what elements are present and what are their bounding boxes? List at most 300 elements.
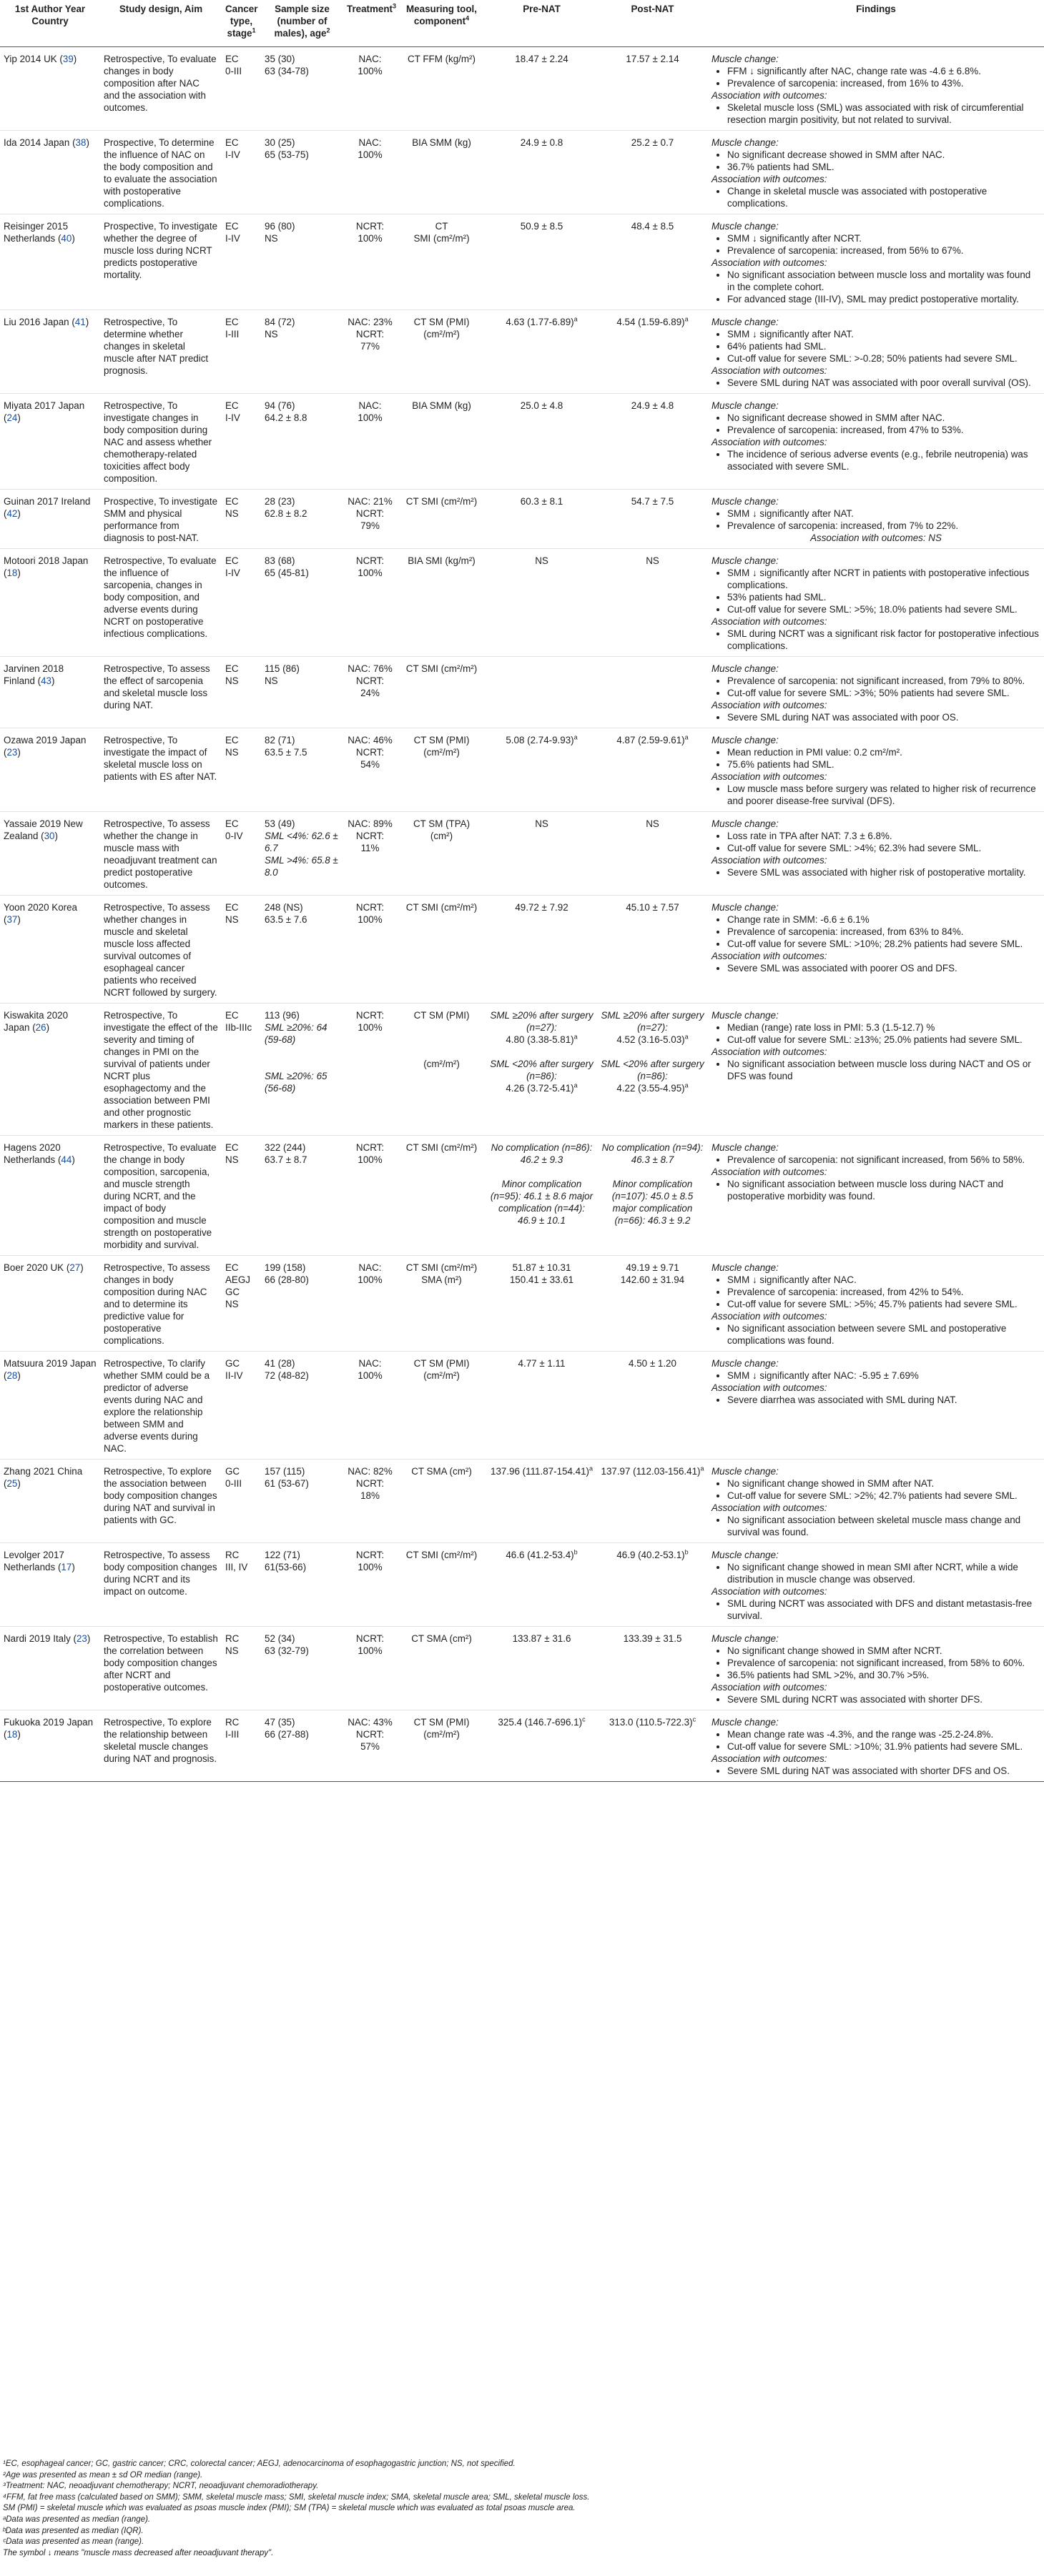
value-text: 313.0 (110.5-722.3): [609, 1717, 693, 1728]
footnote-marker: a: [684, 315, 689, 323]
design-text: Retrospective, To assess the effect of sarcopenia and skeletal muscle loss during NAT.: [104, 663, 210, 710]
footnote-marker: a: [573, 733, 578, 741]
cell-line: [601, 1141, 704, 1166]
findings-cell: [708, 1710, 1044, 1782]
reference-link[interactable]: 42: [6, 508, 18, 519]
value-text: CT SM (TPA): [413, 818, 471, 829]
cell-line: [265, 149, 340, 161]
reference-link[interactable]: 26: [35, 1022, 46, 1033]
header-author: 1st Author Year Country: [0, 0, 100, 47]
findings-cell: [708, 1004, 1044, 1136]
reference-link[interactable]: 37: [6, 914, 18, 925]
value-text: GC: [225, 1287, 240, 1297]
reference-link[interactable]: 30: [44, 831, 55, 841]
design-text: Retrospective, To investigate the impact of skeletal muscle loss on patients with ES after NAT.: [104, 735, 217, 782]
value-text: NCRT: 54%: [355, 747, 385, 770]
list-item: • Severe SML was associated with poorer OS and DFS.: [727, 962, 1040, 974]
sample-cell: [261, 1136, 343, 1256]
findings-list: [711, 746, 1040, 771]
cell-line: [347, 567, 393, 579]
value-text: I-IV: [225, 568, 240, 578]
cell-line: [347, 495, 393, 507]
value-text: 0-III: [225, 66, 242, 76]
table-row: [0, 549, 1044, 657]
findings-heading: Muscle change:: [711, 1010, 779, 1021]
pre-nat-cell: [486, 1460, 597, 1543]
cell-line: [347, 663, 393, 675]
treatment-cell: [343, 1627, 397, 1710]
value-text: EC: [225, 317, 239, 327]
cancer-cell: [222, 1352, 261, 1460]
findings-heading: Association with outcomes:: [711, 90, 827, 101]
cell-line: [601, 316, 704, 328]
sample-cell: [261, 310, 343, 394]
design-cell: [100, 214, 222, 310]
reference-link[interactable]: 23: [76, 1633, 87, 1644]
value-text: EC: [225, 663, 239, 674]
findings-heading: Muscle change:: [711, 902, 779, 913]
findings-heading: Association with outcomes:: [711, 1586, 827, 1597]
cell-line: [400, 220, 483, 232]
cell-line: [265, 495, 340, 507]
reference-link[interactable]: 23: [6, 747, 18, 758]
cell-line: [601, 1178, 704, 1227]
value-text: 94 (76): [265, 400, 295, 411]
cancer-cell: [222, 812, 261, 896]
table-row: [0, 1460, 1044, 1543]
list-item: • Median (range) rate loss in PMI: 5.3 (1.5-12.7) %: [727, 1021, 1040, 1034]
findings-list: [711, 866, 1040, 878]
cancer-cell: [222, 728, 261, 812]
cell-line: [225, 734, 257, 746]
findings-list: [711, 628, 1040, 652]
author-cell: Matsuura 2019 Japan (28): [4, 1358, 97, 1381]
author-cell: Levolger 2017 Netherlands (17): [4, 1550, 75, 1572]
footnote-marker: c: [582, 1715, 586, 1723]
cell-line: [400, 901, 483, 913]
value-text: 83 (68): [265, 555, 295, 566]
table-row: [0, 1004, 1044, 1136]
cell-line: [400, 400, 483, 412]
value-text: 113 (96): [265, 1010, 300, 1021]
treatment-cell: [343, 310, 397, 394]
value-text: I-IV: [225, 233, 240, 244]
value-text: NCRT: 57%: [355, 1729, 385, 1752]
value-text: Minor complication (n=95): 46.1 ± 8.6 major complication (n=44): 46.9 ± 10.1: [490, 1179, 594, 1226]
value-text: NCRT: 79%: [355, 508, 385, 531]
findings-list: [711, 1514, 1040, 1538]
post-nat-cell: [597, 1004, 708, 1136]
value-text: NAC: 100%: [358, 1262, 383, 1285]
list-item: • No significant change showed in SMM after NAT.: [727, 1477, 1040, 1490]
header-sample: Sample size (number of males), age$^2$: [261, 0, 343, 47]
reference-link[interactable]: 43: [41, 675, 52, 686]
cancer-cell: [222, 549, 261, 657]
cell-line: [400, 137, 483, 149]
value-text: 100%: [358, 1154, 383, 1165]
treatment-cell: [343, 214, 397, 310]
cell-line: [400, 495, 483, 507]
cell-line: [347, 1728, 393, 1753]
value-text: 47 (35): [265, 1717, 295, 1728]
cell-line: [400, 1357, 483, 1369]
value-text: NS: [225, 675, 239, 686]
value-text: 100%: [358, 66, 383, 76]
value-text: (cm²/m²): [423, 1059, 460, 1069]
pre-nat-cell: [486, 549, 597, 657]
findings-list: [711, 1693, 1040, 1705]
cell-line: [225, 913, 257, 926]
findings-heading: Muscle change:: [711, 1717, 779, 1728]
cell-line: [601, 1716, 704, 1728]
reference-link[interactable]: 39: [62, 54, 74, 64]
treatment-cell: [343, 490, 397, 549]
sample-cell: [261, 131, 343, 214]
sample-cell: [261, 549, 343, 657]
value-text: EC: [225, 54, 239, 64]
value-text: No complication (n=86): 46.2 ± 9.3: [491, 1142, 593, 1165]
design-cell: [100, 1460, 222, 1543]
cell-line: [400, 1633, 483, 1645]
pre-nat-cell: [486, 131, 597, 214]
findings-list: [711, 675, 1040, 699]
value-text: NCRT: 11%: [355, 831, 385, 853]
value-text: 66 (27-88): [265, 1729, 309, 1740]
reference-link[interactable]: 28: [6, 1370, 18, 1381]
treatment-cell: [343, 394, 397, 490]
cell-line: [225, 818, 257, 830]
sample-cell: [261, 1710, 343, 1782]
cell-line: [601, 734, 704, 746]
value-text: NCRT: 77%: [355, 329, 385, 352]
author-name: Yoon 2020 Korea: [4, 902, 78, 913]
design-text: Retrospective, To evaluate changes in body composition after NAC and the association with outcomes.: [104, 54, 217, 113]
reference-link[interactable]: 38: [75, 137, 87, 148]
value-text: 115 (86): [265, 663, 300, 674]
value-text: NCRT: 24%: [355, 675, 385, 698]
pre-nat-cell: [486, 1136, 597, 1256]
cell-line: [400, 316, 483, 328]
list-item: • The incidence of serious adverse events (e.g., febrile neutropenia) was associated with severe SML.: [727, 448, 1040, 472]
value-text: II-IV: [225, 1370, 243, 1381]
cell-line: [601, 137, 704, 149]
list-item: • No significant decrease showed in SMM after NAC.: [727, 412, 1040, 424]
value-text: 46.6 (41.2-53.4): [506, 1550, 574, 1560]
cell-line: [265, 1728, 340, 1740]
list-item: • Prevalence of sarcopenia: increased, from 42% to 54%.: [727, 1286, 1040, 1298]
cancer-cell: [222, 1710, 261, 1782]
cell-line: [601, 555, 704, 567]
cell-line: [400, 232, 483, 244]
author-cell: Kiswakita 2020 Japan (26): [4, 1010, 69, 1033]
value-text: NS: [646, 555, 659, 566]
value-text: 100%: [358, 1022, 383, 1033]
reference-link[interactable]: 24: [6, 412, 18, 423]
findings-cell: [708, 657, 1044, 728]
value-text: NS: [225, 508, 239, 519]
cancer-cell: [222, 214, 261, 310]
value-text: NS: [265, 675, 278, 686]
sample-cell: [261, 47, 343, 131]
design-cell: [100, 1627, 222, 1710]
cell-line: [225, 400, 257, 412]
footnotes: [0, 2459, 1044, 2559]
findings-heading: Muscle change:: [711, 54, 779, 64]
cell-line: [265, 1262, 340, 1274]
cell-line: [225, 1262, 257, 1274]
cell-line: [265, 830, 340, 854]
value-text: 35 (30): [265, 54, 295, 64]
treatment-cell: [343, 47, 397, 131]
value-text: III, IV: [225, 1562, 248, 1572]
value-text: EC: [225, 902, 239, 913]
findings-list: [711, 1021, 1040, 1046]
list-item: • Prevalence of sarcopenia: increased, from 56% to 67%.: [727, 244, 1040, 257]
cell-line: [225, 901, 257, 913]
value-text: CT SMI (cm²/m²): [405, 1142, 478, 1153]
post-nat-cell: [597, 394, 708, 490]
cell-line: [347, 1716, 393, 1728]
cell-line: [490, 1058, 594, 1082]
sample-cell: [261, 896, 343, 1004]
cell-line: [265, 412, 340, 424]
value-text: NAC: 82%: [348, 1466, 393, 1477]
design-text: Retrospective, To assess body composition changes during NCRT and its impact on outcome.: [104, 1550, 217, 1597]
post-nat-cell: [597, 1352, 708, 1460]
value-text: (cm²/m²): [423, 747, 460, 758]
cell-line: [265, 316, 340, 328]
reference-link[interactable]: 18: [6, 568, 18, 578]
findings-heading: Association with outcomes:: [711, 1502, 827, 1513]
findings-cell: [708, 214, 1044, 310]
value-text: 4.52 (3.16-5.03): [616, 1034, 685, 1045]
value-text: 49.72 ± 7.92: [515, 902, 568, 913]
value-text: 4.26 (3.72-5.41): [506, 1083, 574, 1094]
list-item: • SMM ↓ significantly after NAT.: [727, 328, 1040, 340]
treatment-cell: [343, 549, 397, 657]
author-cell: Guinan 2017 Ireland (42): [4, 496, 91, 519]
cancer-cell: [222, 657, 261, 728]
list-item: • No significant association between muscle loss and mortality was found in the complete cohort.: [727, 269, 1040, 293]
reference-link[interactable]: 25: [6, 1478, 18, 1489]
cell-line: [601, 400, 704, 412]
value-text: 49.19 ± 9.71: [626, 1262, 679, 1273]
value-text: 60.3 ± 8.1: [520, 496, 563, 507]
pre-nat-cell: [486, 657, 597, 728]
value-text: RC: [225, 1717, 240, 1728]
list-item: • Loss rate in TPA after NAT: 7.3 ± 6.8%.: [727, 830, 1040, 842]
pre-nat-cell: [486, 1627, 597, 1710]
footnote-marker: c: [692, 1715, 696, 1723]
findings-cell: [708, 47, 1044, 131]
author-name: Liu 2016 Japan: [4, 317, 69, 327]
sample-cell: [261, 1004, 343, 1136]
sample-cell: [261, 1256, 343, 1352]
author-name: Ida 2014 Japan: [4, 137, 70, 148]
list-item: • Mean change rate was -4.3%, and the range was -25.2-24.8%.: [727, 1728, 1040, 1740]
value-text: NCRT:: [355, 1142, 385, 1153]
value-text: SML ≥20% after surgery (n=27):: [490, 1010, 594, 1033]
findings-cell: [708, 1352, 1044, 1460]
author-name: Matsuura 2019 Japan: [4, 1358, 97, 1369]
reference-link[interactable]: 41: [74, 317, 86, 327]
cell-line: [400, 746, 483, 758]
post-nat-cell: [597, 728, 708, 812]
post-nat-cell: [597, 1136, 708, 1256]
findings-cell: [708, 1256, 1044, 1352]
tool-cell: [397, 1352, 486, 1460]
value-text: 322 (244): [265, 1142, 306, 1153]
list-item: • For advanced stage (III-IV), SML may predict postoperative mortality.: [727, 293, 1040, 305]
cell-line: [347, 232, 393, 244]
value-text: EC: [225, 735, 239, 745]
list-item: • Severe SML during NAT was associated with poor overall survival (OS).: [727, 377, 1040, 389]
cell-line: [265, 1058, 340, 1070]
cancer-cell: [222, 310, 261, 394]
value-text: NAC: 23%: [348, 317, 393, 327]
cell-line: [265, 137, 340, 149]
footnote-line: ²Age was presented as mean ± sd OR median (range).: [3, 2470, 203, 2480]
value-text: NS: [265, 329, 278, 340]
value-text: 137.96 (111.87-154.41): [491, 1466, 589, 1477]
design-text: Retrospective, To explore the relationship between skeletal muscle changes during NAT and prognosis.: [104, 1717, 217, 1764]
findings-heading: Association with outcomes:: [711, 1046, 827, 1057]
author-cell: Miyata 2017 Japan (24): [4, 400, 85, 423]
value-text: 48.4 ± 8.5: [631, 221, 674, 232]
list-item: • No significant change showed in SMM after NCRT.: [727, 1645, 1040, 1657]
cell-line: [265, 818, 340, 830]
author-cell: Ozawa 2019 Japan (23): [4, 735, 87, 758]
table-row: [0, 896, 1044, 1004]
findings-list: [711, 1645, 1040, 1681]
value-text: NAC: 100%: [358, 137, 383, 160]
cell-line: [265, 1549, 340, 1561]
design-text: Retrospective, To investigate changes in body composition during NAC and assess whether chemotherapy-related toxicities affect body composition.: [104, 400, 212, 484]
value-text: (cm²/m²): [423, 1729, 460, 1740]
design-cell: [100, 549, 222, 657]
value-text: EC: [225, 1262, 239, 1273]
tool-cell: [397, 896, 486, 1004]
reference-link[interactable]: 18: [6, 1729, 18, 1740]
value-text: NAC: 43%: [348, 1717, 393, 1728]
treatment-cell: [343, 1543, 397, 1627]
list-item: • Change rate in SMM: -6.6 ± 6.1%: [727, 913, 1040, 926]
cell-line: [225, 412, 257, 424]
list-item: • Mean reduction in PMI value: 0.2 cm²/m².: [727, 746, 1040, 758]
list-item: • Severe SML during NAT was associated with shorter DFS and OS.: [727, 1765, 1040, 1777]
value-text: SML ≥20%: 64 (59-68): [265, 1022, 328, 1045]
sample-cell: [261, 490, 343, 549]
design-cell: [100, 1710, 222, 1782]
cell-line: [490, 1274, 594, 1286]
cell-line: [225, 1369, 257, 1382]
footnote-marker: b: [684, 1548, 689, 1556]
value-text: 4.80 (3.38-5.81): [506, 1034, 574, 1045]
author-name: Hagens 2020 Netherlands: [4, 1142, 61, 1165]
post-nat-cell: [597, 1543, 708, 1627]
reference-link[interactable]: 17: [61, 1562, 72, 1572]
value-text: 248 (NS): [265, 902, 303, 913]
author-cell: Motoori 2018 Japan (18): [4, 555, 89, 578]
cell-line: [400, 1465, 483, 1477]
findings-list: [711, 962, 1040, 974]
table-row: [0, 1543, 1044, 1627]
reference-link[interactable]: 44: [61, 1154, 72, 1165]
findings-heading: Association with outcomes:: [711, 437, 827, 447]
cell-line: [400, 1034, 483, 1046]
findings-list: [711, 1765, 1040, 1777]
cell-line: [265, 1633, 340, 1645]
cell-line: [400, 734, 483, 746]
cell-line: [265, 1477, 340, 1490]
author-cell: Ida 2014 Japan (38): [4, 137, 89, 148]
value-text: CT SM (PMI): [413, 1358, 470, 1369]
cell-line: [400, 1009, 483, 1021]
value-text: 63.5 ± 7.5: [265, 747, 307, 758]
author-name: Kiswakita 2020 Japan: [4, 1010, 69, 1033]
footnote-line: ⁴FFM, fat free mass (calculated based on SMM); SMM, skeletal muscle mass; SMI, skeletal muscle index; SMA, skeletal muscle area; SML, skeletal muscle loss.: [3, 2492, 590, 2502]
cell-line: [601, 1549, 704, 1561]
treatment-cell: [343, 728, 397, 812]
table-body: [0, 47, 1044, 1782]
footnote-line: ᵇData was presented as median (IQR).: [3, 2526, 144, 2535]
design-text: Prospective, To investigate whether the degree of muscle loss during NCRT predicts postoperative mortality.: [104, 221, 218, 280]
list-item: • 64% patients had SML.: [727, 340, 1040, 352]
table-row: [0, 812, 1044, 896]
reference-link[interactable]: 27: [69, 1262, 81, 1273]
header-treatment: Treatment$^3$: [343, 0, 397, 47]
value-text: 61(53-66): [265, 1562, 307, 1572]
cell-line: [225, 1154, 257, 1166]
cell-line: [225, 220, 257, 232]
tool-cell: [397, 1710, 486, 1782]
value-text: 24.9 ± 0.8: [520, 137, 563, 148]
post-nat-cell: [597, 1460, 708, 1543]
findings-cell: [708, 549, 1044, 657]
value-text: 0-III: [225, 1478, 242, 1489]
list-item: • Change in skeletal muscle was associated with postoperative complications.: [727, 185, 1040, 209]
cell-line: [225, 1645, 257, 1657]
value-text: 17.57 ± 2.14: [626, 54, 679, 64]
cell-line: [225, 555, 257, 567]
value-text: 53 (49): [265, 818, 295, 829]
list-item: • Cut-off value for severe SML: >3%; 50% patients had severe SML.: [727, 687, 1040, 699]
treatment-cell: [343, 657, 397, 728]
cell-line: [225, 328, 257, 340]
author-name: Zhang 2021 China: [4, 1466, 83, 1477]
cell-line: [490, 1082, 594, 1094]
design-cell: [100, 310, 222, 394]
pre-nat-cell: [486, 214, 597, 310]
findings-list: [711, 1394, 1040, 1406]
cell-line: [265, 400, 340, 412]
cell-line: [490, 316, 594, 328]
cell-line: [490, 1178, 594, 1227]
list-item: • Cut-off value for severe SML: >4%; 62.3% had severe SML.: [727, 842, 1040, 854]
cell-line: [601, 53, 704, 65]
table-row: [0, 657, 1044, 728]
reference-link[interactable]: 40: [61, 233, 72, 244]
sample-cell: [261, 657, 343, 728]
pre-nat-cell: [486, 1004, 597, 1136]
value-text: NAC: 21%: [348, 496, 393, 507]
value-text: 65 (53-75): [265, 149, 309, 160]
cell-line: [347, 1549, 393, 1561]
author-name: Reisinger 2015 Netherlands: [4, 221, 69, 244]
footnote-line: ᶜData was presented as mean (range).: [3, 2537, 144, 2547]
treatment-cell: [343, 1460, 397, 1543]
cell-line: [225, 1009, 257, 1021]
